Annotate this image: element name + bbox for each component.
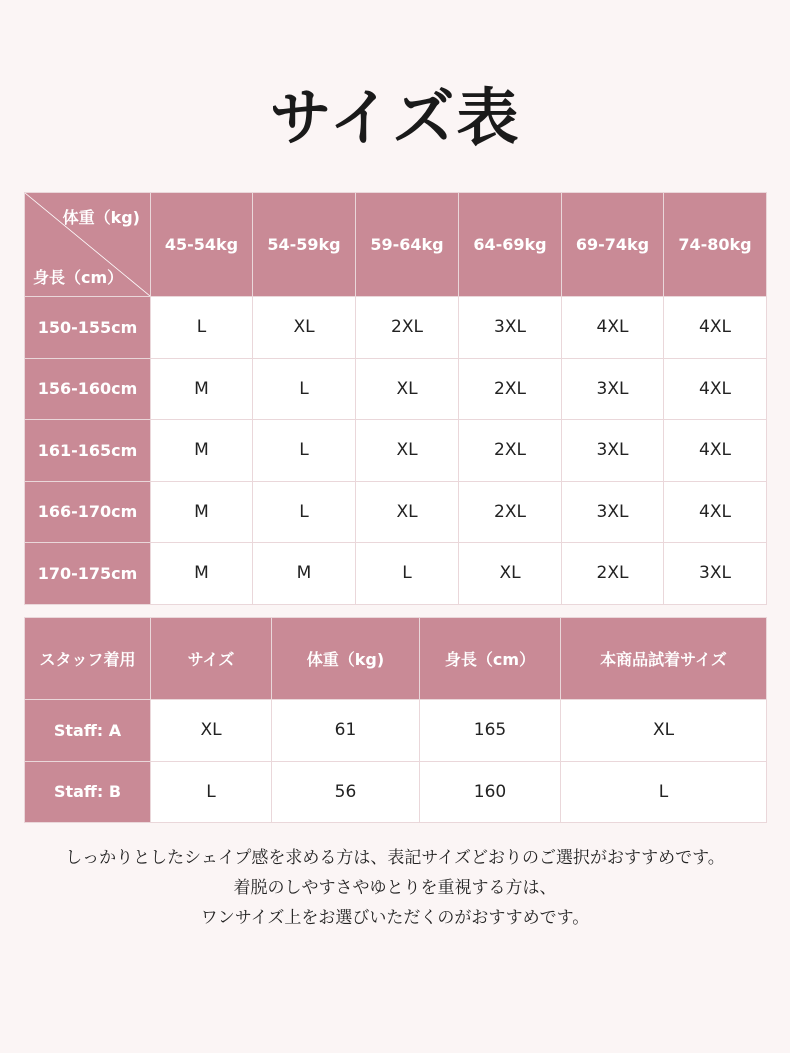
- height-header-cell: 170-175cm: [25, 543, 151, 605]
- size-cell: L: [356, 543, 459, 605]
- size-cell: 4XL: [664, 297, 767, 359]
- staff-weight-cell: 61: [272, 700, 420, 762]
- table-row: [25, 543, 767, 605]
- weight-header-cell: 45-54kg: [151, 193, 253, 297]
- size-cell: 3XL: [562, 358, 664, 420]
- note-line: ワンサイズ上をお選びいただくのがおすすめです。: [200, 908, 590, 928]
- staff-height-cell: 165: [420, 700, 561, 762]
- size-cell: M: [151, 481, 253, 543]
- weight-axis-label: 体重（kg): [62, 208, 140, 227]
- weight-header-cell: 69-74kg: [562, 193, 664, 297]
- weight-header-cell: 59-64kg: [356, 193, 459, 297]
- size-cell: L: [253, 420, 356, 482]
- table-row: [25, 481, 767, 543]
- size-cell: M: [253, 543, 356, 605]
- table-row: [25, 700, 767, 762]
- size-cell: L: [151, 297, 253, 359]
- height-header-cell: 156-160cm: [25, 358, 151, 420]
- size-cell: 2XL: [459, 481, 562, 543]
- size-cell: XL: [253, 297, 356, 359]
- size-cell: 4XL: [664, 481, 767, 543]
- weight-header-cell: 54-59kg: [253, 193, 356, 297]
- size-cell: XL: [356, 481, 459, 543]
- staff-trial-size-cell: XL: [561, 700, 767, 762]
- staff-header-cell: 本商品試着サイズ: [561, 618, 767, 700]
- size-cell: 3XL: [459, 297, 562, 359]
- weight-header-cell: 64-69kg: [459, 193, 562, 297]
- table-row: [25, 420, 767, 482]
- staff-size-cell: L: [151, 761, 272, 823]
- size-cell: XL: [356, 420, 459, 482]
- fit-note: [0, 843, 790, 933]
- staff-header-cell: サイズ: [151, 618, 272, 700]
- size-cell: 4XL: [562, 297, 664, 359]
- staff-header-cell: スタッフ着用: [25, 618, 151, 700]
- size-cell: L: [253, 358, 356, 420]
- height-header-cell: 166-170cm: [25, 481, 151, 543]
- staff-height-cell: 160: [420, 761, 561, 823]
- staff-weight-cell: 56: [272, 761, 420, 823]
- staff-table: [24, 617, 767, 823]
- size-cell: 3XL: [562, 420, 664, 482]
- staff-header-row: [25, 618, 767, 700]
- size-cell: 2XL: [459, 358, 562, 420]
- size-cell: 2XL: [356, 297, 459, 359]
- page-title: サイズ表: [269, 81, 521, 154]
- staff-name-cell: Staff: B: [25, 761, 151, 823]
- height-axis-label: 身長（cm）: [33, 268, 124, 287]
- note-line: 着脱のしやすさやゆとりを重視する方は、: [233, 878, 557, 898]
- table-row: [25, 358, 767, 420]
- size-cell: M: [151, 358, 253, 420]
- size-cell: L: [253, 481, 356, 543]
- size-cell: M: [151, 543, 253, 605]
- staff-header-cell: 体重（kg): [272, 618, 420, 700]
- size-cell: M: [151, 420, 253, 482]
- size-chart-header-row: [25, 193, 767, 297]
- height-header-cell: 161-165cm: [25, 420, 151, 482]
- size-cell: 4XL: [664, 358, 767, 420]
- size-cell: 2XL: [459, 420, 562, 482]
- staff-header-cell: 身長（cm）: [420, 618, 561, 700]
- size-cell: 2XL: [562, 543, 664, 605]
- size-cell: XL: [356, 358, 459, 420]
- size-cell: 3XL: [664, 543, 767, 605]
- size-cell: XL: [459, 543, 562, 605]
- size-chart-table: [24, 192, 767, 605]
- staff-size-cell: XL: [151, 700, 272, 762]
- size-cell: 4XL: [664, 420, 767, 482]
- note-line: しっかりとしたシェイプ感を求める方は、表記サイズどおりのご選択がおすすめです。: [65, 848, 725, 868]
- weight-header-cell: 74-80kg: [664, 193, 767, 297]
- table-row: [25, 297, 767, 359]
- size-cell: 3XL: [562, 481, 664, 543]
- staff-trial-size-cell: L: [561, 761, 767, 823]
- corner-header-cell: [25, 193, 151, 297]
- height-header-cell: 150-155cm: [25, 297, 151, 359]
- table-row: [25, 761, 767, 823]
- staff-name-cell: Staff: A: [25, 700, 151, 762]
